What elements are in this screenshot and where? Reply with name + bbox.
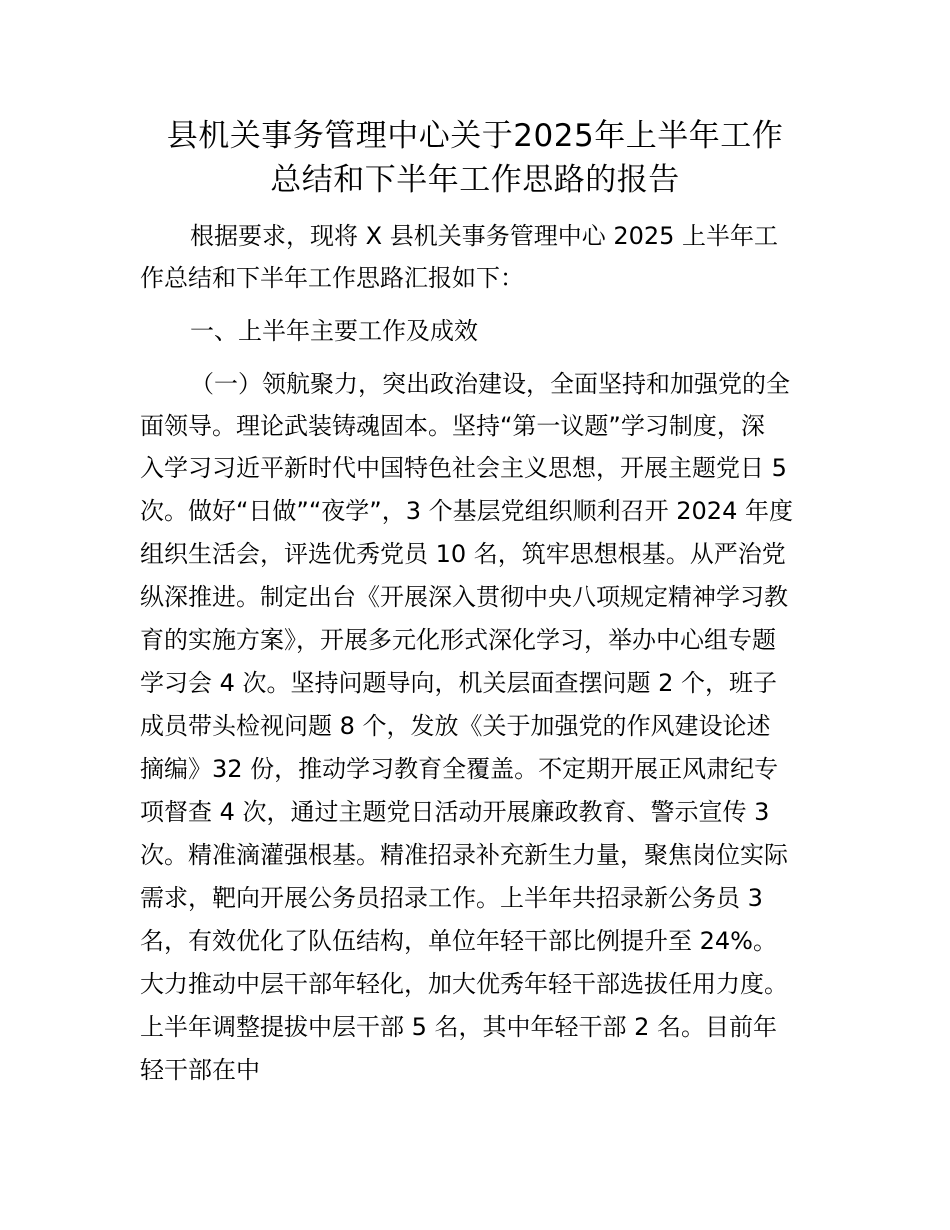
body-line-6: 入学习习近平新时代中国特色社会主义思想，开展主题党日 5 [140, 454, 787, 482]
body-line-10: 育的实施方案》，开展多元化形式深化学习，举办中心组专题 [140, 626, 776, 654]
body-line-17: 名，有效优化了队伍结构，单位年轻干部比例提升至 24%。 [140, 927, 777, 955]
document-title-line-1: 县机关事务管理中心关于2025年上半年工作 [166, 118, 784, 154]
body-line-18: 大力推动中层干部年轻化，加大优秀年轻干部选拔任用力度。 [140, 970, 788, 998]
body-line-16: 需求，靶向开展公务员招录工作。上半年共招录新公务员 3 [140, 884, 763, 912]
body-line-14: 项督查 4 次，通过主题党日活动开展廉政教育、警示宣传 3 [140, 798, 770, 826]
body-line-20: 轻干部在中 [140, 1056, 260, 1084]
body-line-19: 上半年调整提拔中层干部 5 名，其中年轻干部 2 名。目前年 [140, 1013, 778, 1041]
section-heading: 一、上半年主要工作及成效 [190, 317, 478, 345]
document-title-line-2: 总结和下半年工作思路的报告 [270, 162, 680, 198]
body-line-1: 根据要求，现将 X 县机关事务管理中心 2025 上半年工 [190, 222, 779, 250]
body-line-12: 成员带头检视问题 8 个，发放《关于加强党的作风建设论述 [140, 712, 771, 740]
body-line-11: 学习会 4 次。坚持问题导向，机关层面查摆问题 2 个，班子 [140, 669, 778, 697]
body-line-8: 组织生活会，评选优秀党员 10 名，筑牢思想根基。从严治党 [140, 540, 786, 568]
body-line-5: 面领导。理论武装铸魂固本。坚持“第一议题”学习制度，深 [140, 412, 765, 440]
body-line-15: 次。精准滴灌强根基。精准招录补充新生力量，聚焦岗位实际 [140, 841, 788, 869]
body-line-2: 作总结和下半年工作思路汇报如下： [140, 264, 524, 292]
body-line-4: （一）领航聚力，突出政治建设，全面坚持和加强党的全 [190, 370, 790, 398]
body-line-13: 摘编》32 份，推动学习教育全覆盖。不定期开展正风肃纪专 [140, 755, 779, 783]
body-line-7: 次。做好“日做”“夜学”，3 个基层党组织顺利召开 2024 年度 [140, 497, 793, 525]
body-line-9: 纵深推进。制定出台《开展深入贯彻中央八项规定精神学习教 [140, 583, 788, 611]
